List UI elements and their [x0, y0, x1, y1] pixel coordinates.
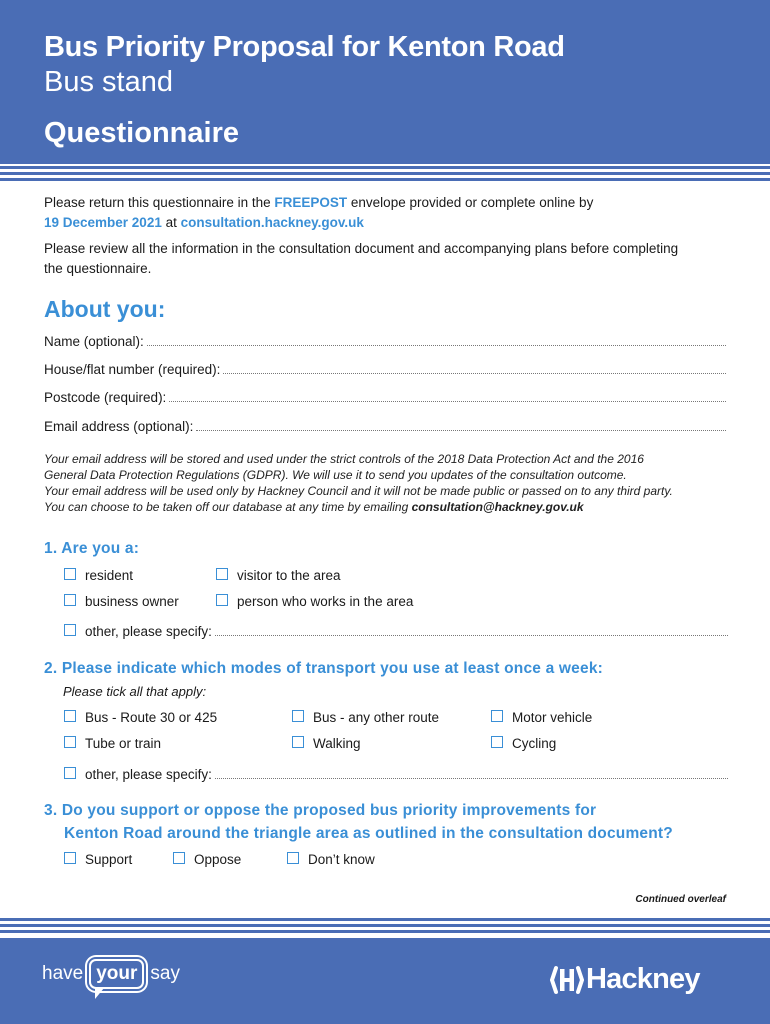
q1-option-worker[interactable]: person who works in the area: [216, 594, 413, 609]
q1-heading: 1. Are you a:: [44, 540, 140, 557]
q3-option-support[interactable]: Support: [64, 852, 132, 867]
about-you-heading: About you:: [44, 296, 166, 322]
have-your-say-logo: have your say: [42, 959, 180, 989]
checkbox[interactable]: [64, 852, 76, 864]
data-protection-note: Your email address will be stored and used under the strict controls of the 2018 Data Protection Act and the 2016 General Data Protection Regulations (GDPR). We will use it to send you updates of the consultation outcome. Your email address will be used only by Hackney Council and it will not be made public or passed on to any third party. You can choose to be taken off our database at any time by emailing consultation@hackney.gov.uk: [44, 452, 673, 514]
checkbox[interactable]: [64, 710, 76, 722]
header-banner: [0, 0, 770, 164]
q1-option-other[interactable]: other, please specify:: [64, 624, 728, 639]
q1-option-visitor[interactable]: visitor to the area: [216, 568, 341, 583]
checkbox[interactable]: [292, 736, 304, 748]
q1-other-input-line[interactable]: [215, 626, 728, 636]
checkbox[interactable]: [64, 624, 76, 636]
name-label: Name (optional):: [44, 334, 144, 349]
checkbox[interactable]: [64, 767, 76, 779]
q3-heading-line-1: 3. Do you support or oppose the proposed bus priority improvements for: [44, 802, 597, 819]
footer-stripes: [0, 918, 770, 936]
q2-option-other[interactable]: other, please specify:: [64, 767, 728, 782]
checkbox[interactable]: [491, 736, 503, 748]
house-number-field[interactable]: [44, 362, 726, 377]
checkbox[interactable]: [64, 568, 76, 580]
q2-option-walking[interactable]: Walking: [292, 736, 361, 751]
consultation-email[interactable]: consultation@hackney.gov.uk: [411, 500, 584, 514]
q2-option-tube-train[interactable]: Tube or train: [64, 736, 161, 751]
postcode-field[interactable]: [44, 390, 726, 405]
checkbox[interactable]: [64, 736, 76, 748]
intro-line-2: 19 December 2021 at consultation.hackney.gov.uk: [44, 215, 364, 230]
checkbox[interactable]: [64, 594, 76, 606]
checkbox[interactable]: [292, 710, 304, 722]
q3-option-dont-know[interactable]: Don’t know: [287, 852, 375, 867]
checkbox[interactable]: [491, 710, 503, 722]
page-subtitle: Bus stand: [44, 66, 173, 98]
postcode-label: Postcode (required):: [44, 390, 167, 405]
page-title: Bus Priority Proposal for Kenton Road: [44, 31, 565, 63]
deadline-date: 19 December 2021: [44, 215, 162, 230]
q1-option-business-owner[interactable]: business owner: [64, 594, 179, 609]
hackney-logo: Hackney: [550, 963, 700, 996]
q2-option-bus-30-425[interactable]: Bus - Route 30 or 425: [64, 710, 217, 725]
email-field[interactable]: [44, 419, 726, 434]
q2-option-cycling[interactable]: Cycling: [491, 736, 556, 751]
hackney-mark-icon: [550, 965, 584, 995]
email-input-line[interactable]: [196, 421, 726, 431]
review-line-1: Please review all the information in the consultation document and accompanying plans before completing: [44, 241, 679, 256]
house-number-input-line[interactable]: [223, 364, 726, 374]
postcode-input-line[interactable]: [169, 392, 726, 402]
checkbox[interactable]: [287, 852, 299, 864]
q2-option-bus-other[interactable]: Bus - any other route: [292, 710, 439, 725]
q2-heading: 2. Please indicate which modes of transport you use at least once a week:: [44, 660, 603, 677]
consultation-link[interactable]: consultation.hackney.gov.uk: [180, 215, 364, 230]
checkbox[interactable]: [216, 568, 228, 580]
q2-hint: Please tick all that apply:: [63, 684, 207, 699]
checkbox[interactable]: [216, 594, 228, 606]
review-line-2: the questionnaire.: [44, 261, 152, 276]
continued-overleaf: Continued overleaf: [635, 894, 726, 905]
freepost-label: FREEPOST: [274, 195, 348, 210]
checkbox[interactable]: [173, 852, 185, 864]
name-field[interactable]: [44, 334, 726, 349]
intro-line-1: Please return this questionnaire in the FREEPOST envelope provided or complete online by: [44, 195, 594, 210]
q3-heading-line-2: Kenton Road around the triangle area as outlined in the consultation document?: [64, 825, 673, 842]
name-input-line[interactable]: [147, 336, 726, 346]
house-number-label: House/flat number (required):: [44, 362, 221, 377]
q1-option-resident[interactable]: resident: [64, 568, 133, 583]
questionnaire-heading: Questionnaire: [44, 117, 239, 149]
email-label: Email address (optional):: [44, 419, 194, 434]
q3-option-oppose[interactable]: Oppose: [173, 852, 241, 867]
q2-other-input-line[interactable]: [215, 769, 728, 779]
header-stripes: [0, 166, 770, 184]
q2-option-motor-vehicle[interactable]: Motor vehicle: [491, 710, 592, 725]
